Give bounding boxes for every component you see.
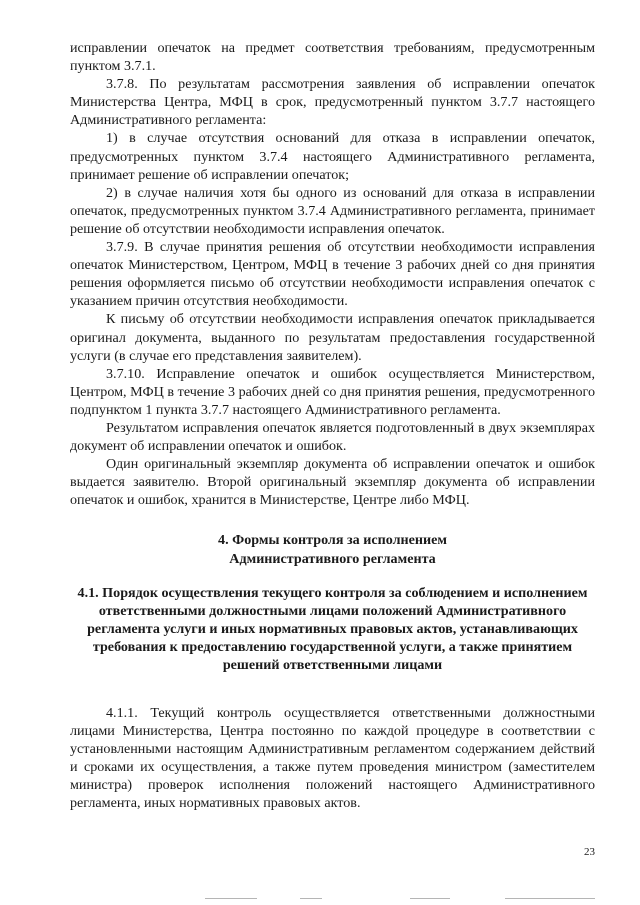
spacer	[70, 568, 595, 584]
spacer	[70, 675, 595, 704]
paragraph-copies: Один оригинальный экземпляр документа об исправлении опечаток и ошибок выдается заявителю. Второй оригинальный экземпляр документа об исправлении опечаток и ошибок, хранится в Министерстве, Центре либо МФЦ.	[70, 456, 595, 509]
document-page	[70, 39, 595, 812]
paragraph-item-1: 1) в случае отсутствия оснований для отказа в исправлении опечаток, предусмотренных пунктом 3.7.4 настоящего Административного регламента, принимает решение об исправлении опечаток;	[70, 130, 595, 183]
scan-artifact-line	[205, 898, 257, 899]
spacer	[70, 509, 595, 531]
paragraph-3-7-9: 3.7.9. В случае принятия решения об отсутствии необходимости исправления опечаток Министерством, Центром, МФЦ в течение 3 рабочих дней со дня принятия решения оформляется письмо об отсутствии необходимости исправления опечаток с указанием причин отсутствия необходимости.	[70, 239, 595, 310]
section-heading-line-1: 4. Формы контроля за исполнением	[218, 532, 447, 549]
scan-artifact-line	[410, 898, 450, 899]
scan-artifact-line	[505, 898, 595, 899]
paragraph-3-7-10: 3.7.10. Исправление опечаток и ошибок осуществляется Министерством, Центром, МФЦ в течение 3 рабочих дней со дня принятия решения, предусмотренного подпунктом 1 пункта 3.7.7 настоящего Административного регламента.	[70, 365, 595, 418]
paragraph-item-2: 2) в случае наличия хотя бы одного из оснований для отказа в исправлении опечаток, предусмотренных пунктом 3.7.4 Административного регламента, принимает решение об отсутствии необходимости исправления опечаток.	[70, 184, 595, 237]
paragraph-result: Результатом исправления опечаток является подготовленный в двух экземплярах документ об исправлении опечаток и ошибок.	[70, 419, 595, 455]
paragraph-4-1-1: 4.1.1. Текущий контроль осуществляется ответственными должностными лицами Министерства, Центра постоянно по каждой процедуре в соответствии с установленными настоящим Административным регламентом содержанием действий и сроками их осуществления, а также путем проведения министром (заместителем министра) проверок исполнения положений настоящего Административного регламента, иных нормативных правовых актов.	[70, 704, 595, 812]
subsection-heading-4-1: 4.1. Порядок осуществления текущего контроля за соблюдением и исполнением ответственными должностными лицами положений Административного регламента услуги и иных нормативных правовых актов, устанавливающих требования к предоставлению государственной услуги, а также принятием решений ответственными лицами	[77, 584, 588, 674]
paragraph-continuation: исправлении опечаток на предмет соответствия требованиям, предусмотренным пунктом 3.7.1.	[70, 40, 595, 75]
page-number: 23	[584, 846, 595, 858]
paragraph-letter-attachment: К письму об отсутствии необходимости исправления опечаток прикладывается оригинал документа, выданного по результатам предоставления государственной услуги (в случае его представления заявителем).	[70, 311, 595, 364]
paragraph-3-7-8: 3.7.8. По результатам рассмотрения заявления об исправлении опечаток Министерства Центра, МФЦ в срок, предусмотренный пунктом 3.7.7 настоящего Административного регламента:	[70, 76, 595, 129]
section-heading-line-2: Административного регламента	[229, 550, 436, 567]
scan-artifact-line	[300, 898, 322, 899]
